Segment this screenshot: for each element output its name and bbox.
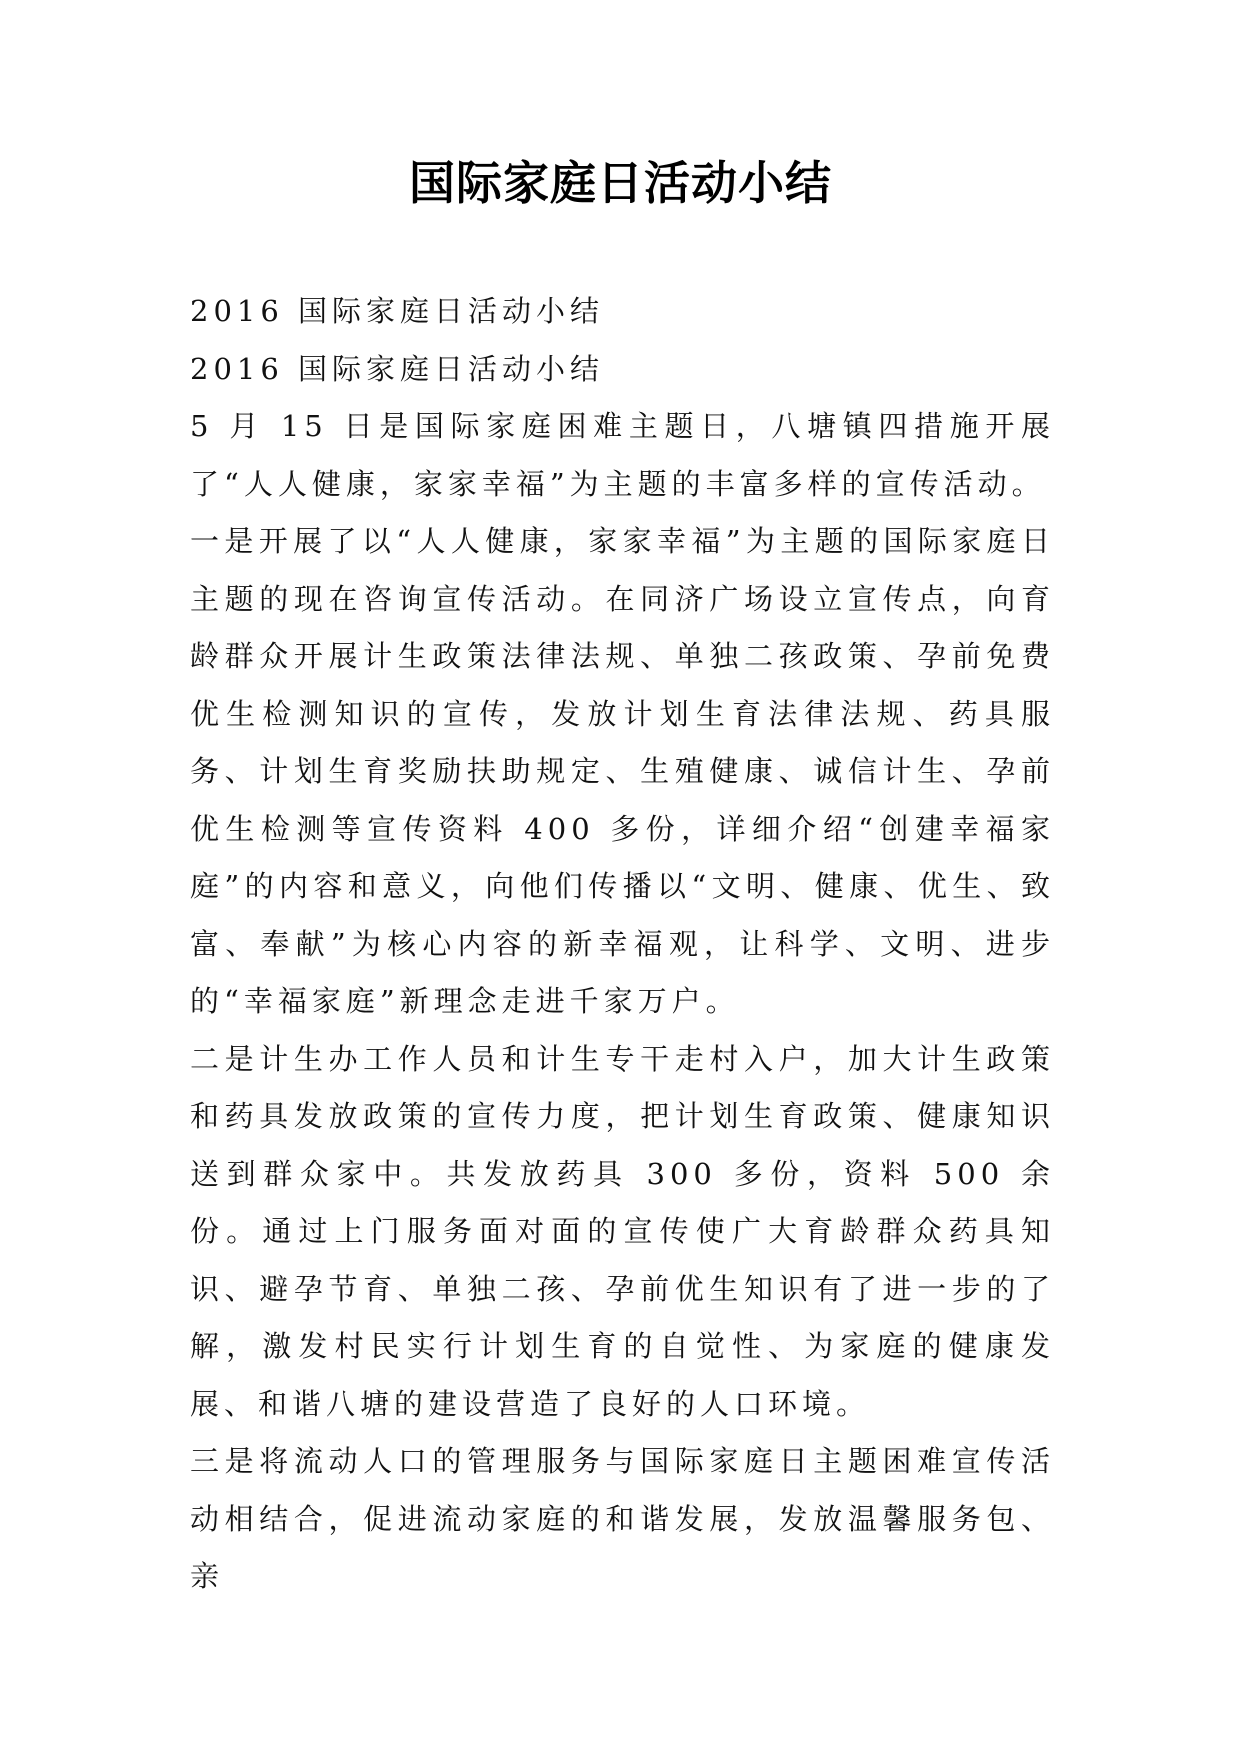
document-body bbox=[190, 283, 1055, 1606]
subtitle-line: 2016 国际家庭日活动小结 bbox=[190, 351, 605, 386]
body-paragraph: 一是开展了以“人人健康，家家幸福”为主题的国际家庭日主题的现在咨询宣传活动。在同济广场设立宣传点，向育龄群众开展计生政策法律法规、单独二孩政策、孕前免费优生检测知识的宣传，发放计划生育法律法规、药具服务、计划生育奖励扶助规定、生殖健康、诚信计生、孕前优生检测等宣传资料 400 多份，详细介绍“创建幸福家庭”的内容和意义，向他们传播以“文明、健康、优生、致富、奉献”为核心内容的新幸福观，让科学、文明、进步的“幸福家庭”新理念走进千家万户。 bbox=[190, 524, 1055, 1018]
document-title: 国际家庭日活动小结 bbox=[409, 156, 832, 210]
subtitle-line: 2016 国际家庭日活动小结 bbox=[190, 294, 605, 328]
body-paragraph: 5 月 15 日是国际家庭困难主题日，八塘镇四措施开展了“人人健康，家家幸福”为主题的丰富多样的宣传活动。 bbox=[190, 409, 1055, 501]
body-paragraph: 二是计生办工作人员和计生专干走村入户，加大计生政策和药具发放政策的宣传力度，把计划生育政策、健康知识送到群众家中。共发放药具 300 多份，资料 500 余份。通过上门服务面对面的宣传使广大育龄群众药具知识、避孕节育、单独二孩、孕前优生知识有了进一步的了解，激发村民实行计划生育的自觉性、为家庭的健康发展、和谐八塘的建设营造了良好的人口环境。 bbox=[190, 1041, 1055, 1421]
body-paragraph: 三是将流动人口的管理服务与国际家庭日主题困难宣传活动相结合，促进流动家庭的和谐发展，发放温馨服务包、亲 bbox=[190, 1444, 1055, 1593]
